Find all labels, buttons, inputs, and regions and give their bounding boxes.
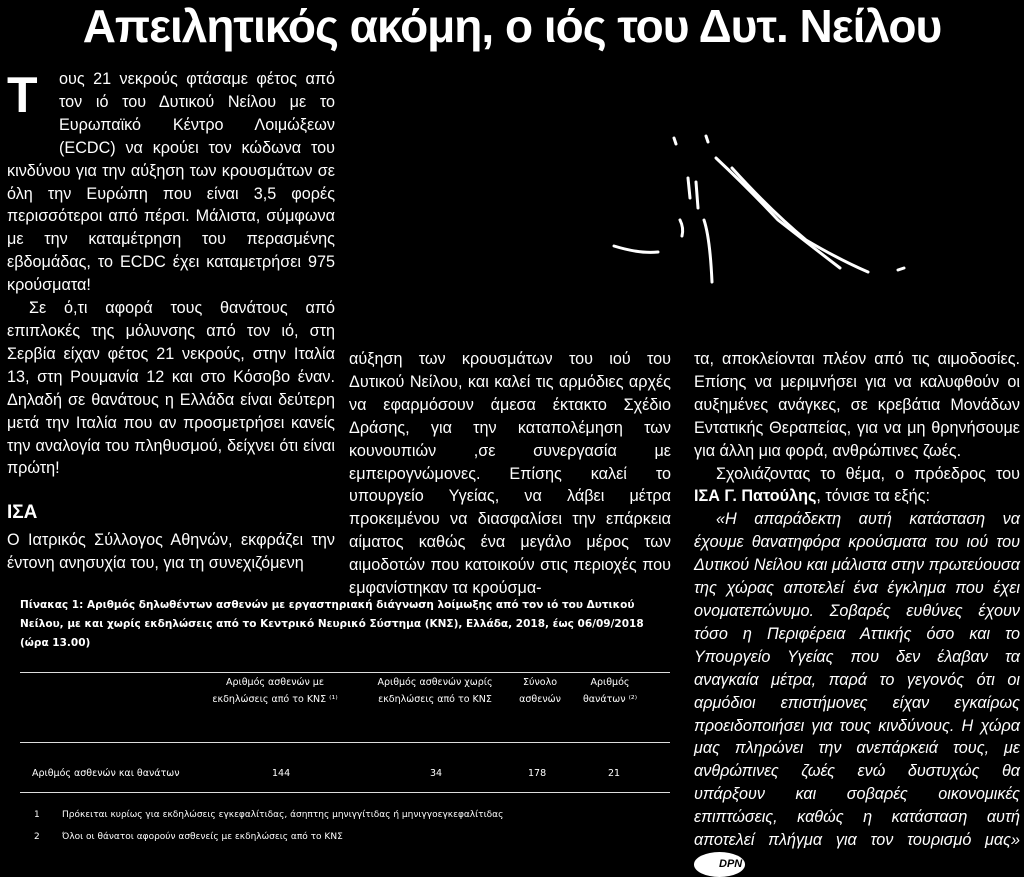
row-label: Αριθμός ασθενών και θανάτων (32, 768, 180, 779)
text-run: , τόνισε τα εξής: (816, 487, 930, 506)
paragraph: Σε ό,τι αφορά τους θανάτους από επιπλοκές της μόλυνσης από τον ιό, στη Σερβία είχαν φέτος 21 νεκρούς, στην Ιταλία 13, στη Ρουμανία 12 και στο Κόσοβο έναν. Δηλαδή σε θανάτους η Ελλάδα είναι δεύτερη μετά την Ιταλία που αν προσμετρήσει κανείς την αναλογία του πληθυσμού, δείχνει ότι είναι πρώτη! (7, 299, 335, 478)
footnote-number: 2 (34, 832, 40, 842)
table-footnote (20, 810, 503, 820)
quote (694, 508, 1020, 877)
headline: Απειλητικός ακόμη, ο ιός του Δυτ. Νείλου (82, 0, 942, 52)
column-2 (349, 348, 671, 600)
table-cell: 178 (528, 768, 547, 779)
text-run: Σχολιάζοντας το θέμα, ο πρόεδρος του (716, 464, 1020, 483)
paragraph (694, 463, 1020, 509)
table-rule (20, 742, 670, 743)
quote-text: «Η απαράδεκτη αυτή κατάσταση να έχουμε θανατηφόρα κρούσματα του ιού του Δυτικού Νείλου και μάλιστα στην πρωτεύουσα της χώρας αποτελεί ένα έγκλημα που έχει ονοματεπώνυμο. Σοβαρές ευθύνες έχουν τόσο η Περιφέρεια Αττικής όσο και το Υπουργείο Υγείας που δεν έλαβαν τα αναγκαία μέτρα, παρά το γεγονός ότι οι αρμόδιοι επιστήμονες είχαν εγκαίρως προειδοποιήσει για τους κινδύνους. Η χώρα μας πληρώνει την ανεπάρκειά τους, με ανθρώπινες ζωές ενώ δυστυχώς θα υπάρξουν και σοβαρές οικονομικές επιπτώσεις, καθώς η κατάσταση αυτή αποτελεί πλήγμα για τον τουρισμό μας» (694, 510, 1020, 850)
table-rule (20, 792, 670, 793)
table-cell: 144 (272, 768, 291, 779)
table-header-cell: Αριθμός ασθενών χωρίς εκδηλώσεις από το ΚΝΣ (377, 677, 493, 705)
table-footnote (20, 832, 343, 842)
section-heading: ΙΣΑ (7, 502, 38, 524)
person-name: ΙΣΑ Γ. Πατούλης (694, 487, 817, 506)
table-header-cell: Αριθμός θανάτων ⁽²⁾ (582, 677, 638, 705)
drop-cap: Τ (7, 67, 38, 123)
table-cell: 21 (608, 768, 621, 779)
table-header-cell: Σύνολο ασθενών (519, 677, 561, 705)
paragraph: ους 21 νεκρούς φτάσαμε φέτος από τον ιό του Δυτικού Νείλου με το Ευρωπαϊκό Κέντρο Λοιμώξεων (ECDC) να κρούει τον κώδωνα του κινδύνου για την αύξηση των κρουσμάτων σε όλη την Ευρώπη που είναι 3,5 φορές περισσότεροι από πέρσι. Μάλιστα, σύμφωνα με την καταμέτρηση του περασμένης εβδομάδας, το ECDC έχει καταμετρήσει 975 κρούσματα! (7, 70, 335, 295)
data-table (20, 596, 670, 861)
paragraph: αύξηση των κρουσμάτων του ιού του Δυτικού Νείλου, και καλεί τις αρμόδιες αρχές να εφαρμόσουν άμεσα έκτακτο Σχέδιο Δράσης, για την καταπολέμηση των κουνουπιών ,σε συνεργασία με εμπειρογνώμονες. Επίσης καλεί το υπουργείο Υγείας, να λάβει μέτρα προκειμένου να διασφαλίσει την επάρκεια αίματος καθώς ένα μεγάλο μέρος των αιμοδοτών που κατοικούν στις περιοχές που εμφανίστηκαν τα κρούσμα- (349, 350, 671, 598)
table-caption: Πίνακας 1: Αριθμός δηλωθέντων ασθενών με εργαστηριακή διάγνωση λοίμωξης από τον ιό του Δυτικού Νείλου, με και χωρίς εκδηλώσεις από το Κεντρικό Νευρικό Σύστημα (ΚΝΣ), Ελλάδα, 2018, έως 06/09/2018 (ώρα 13.00) (20, 599, 644, 649)
column-3 (694, 348, 1020, 877)
mosquito-illustration (600, 120, 940, 290)
table-rule (20, 672, 670, 673)
table-cell: 34 (430, 768, 443, 779)
publisher-logo: DPN (694, 852, 745, 877)
footnote-text: Πρόκειται κυρίως για εκδηλώσεις εγκεφαλίτιδας, άσηπτης μηνιγγίτιδας ή μηνιγγοεγκεφαλίτιδας (62, 810, 504, 820)
table-header-cell: Αριθμός ασθενών με εκδηλώσεις από το ΚΝΣ ⁽¹⁾ (212, 677, 338, 705)
footnote-number: 1 (34, 810, 40, 820)
column-1 (7, 68, 335, 575)
footnote-text: Όλοι οι θάνατοι αφορούν ασθενείς με εκδηλώσεις από το ΚΝΣ (62, 832, 343, 842)
paragraph: Ο Ιατρικός Σύλλογος Αθηνών, εκφράζει την έντονη ανησυχία του, για τη συνεχιζόμενη (7, 531, 335, 573)
paragraph: τα, αποκλείονται πλέον από τις αιμοδοσίες. Επίσης να μεριμνήσει για να καλυφθούν οι αυξημένες ανάγκες, σε κρεβάτια Μονάδων Εντατικής Θεραπείας, για να μη θρηνήσουμε για άλλη μια φορά, ανθρώπινες ζωές. (694, 350, 1020, 460)
